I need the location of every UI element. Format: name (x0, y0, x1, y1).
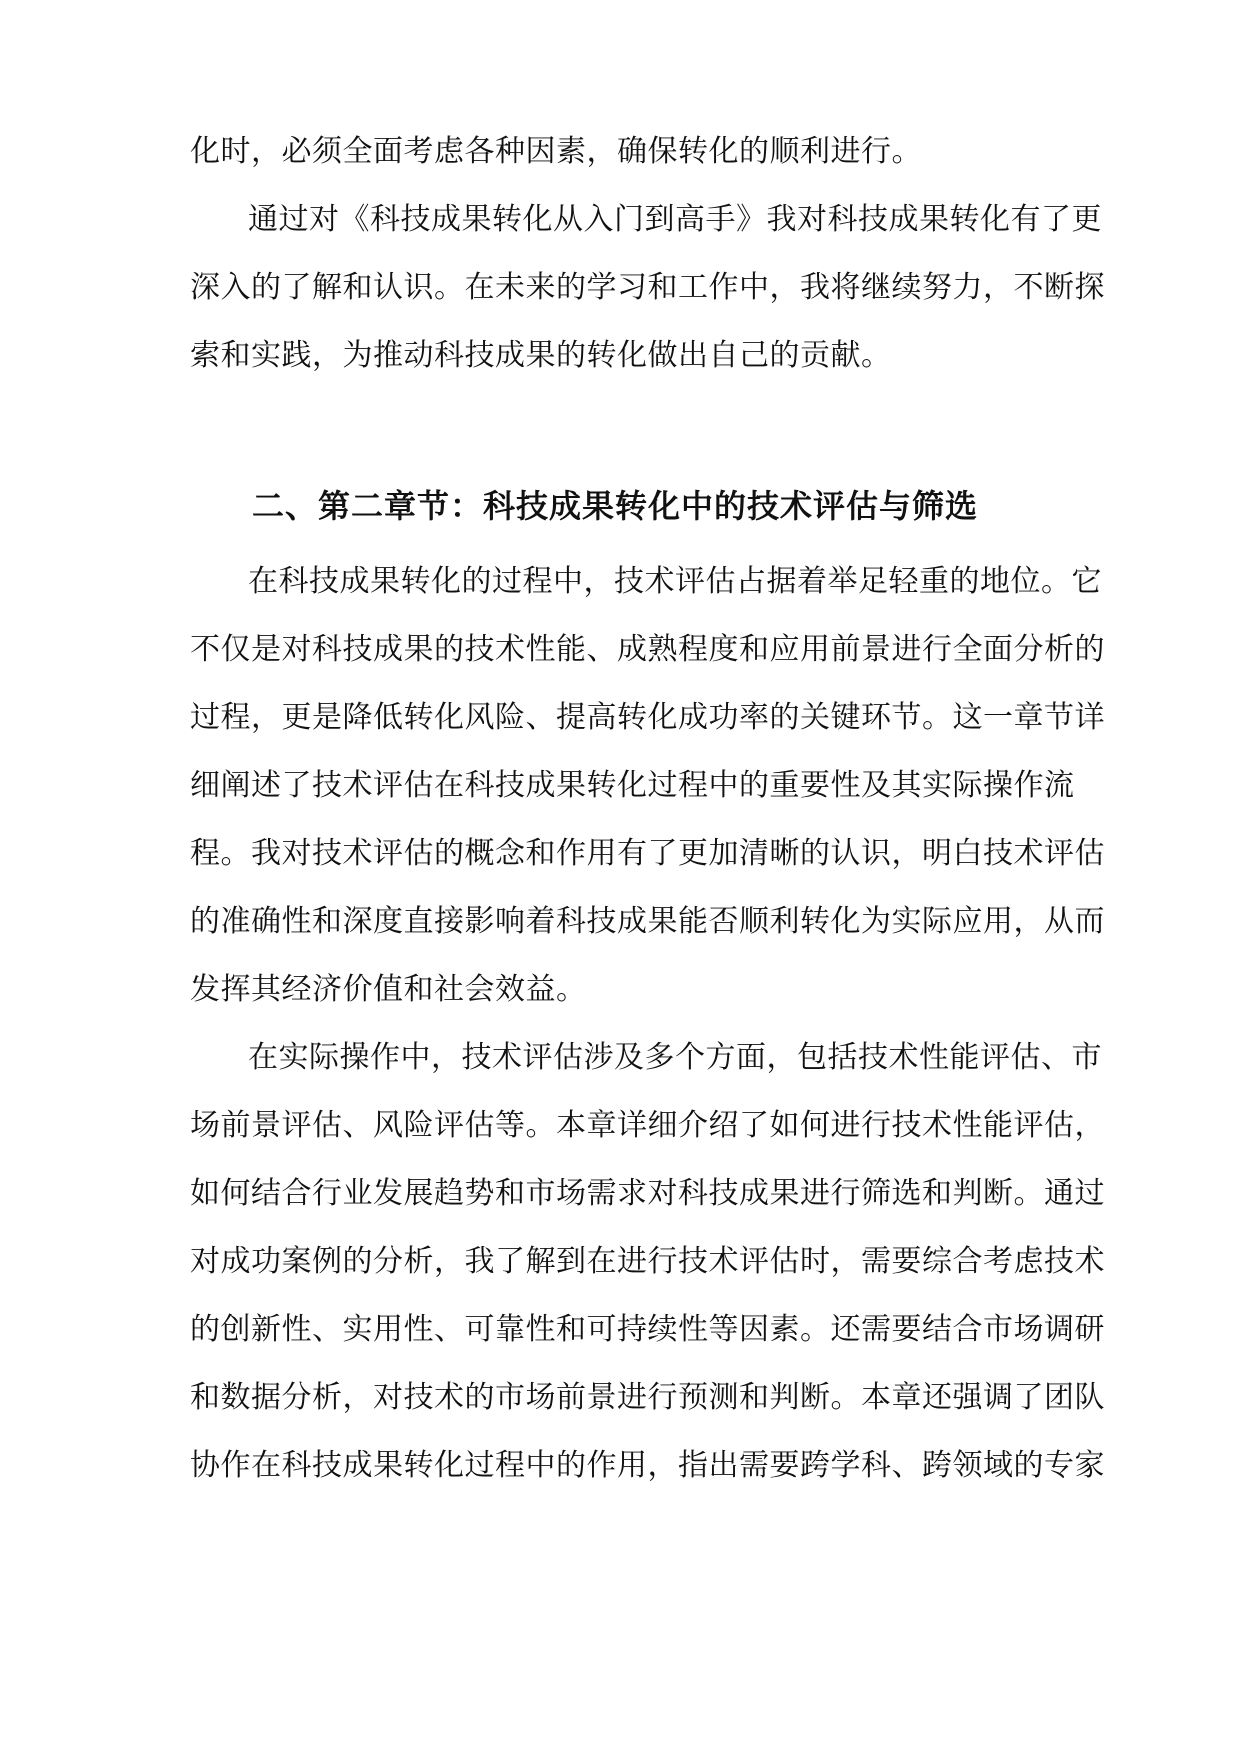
paragraph-line: 细阐述了技术评估在科技成果转化过程中的重要性及其实际操作流 (190, 768, 1075, 803)
paragraph-line: 过程，更是降低转化风险、提高转化成功率的关键环节。这一章节详 (190, 700, 1105, 735)
paragraph-line: 对成功案例的分析，我了解到在进行技术评估时，需要综合考虑技术 (190, 1244, 1105, 1279)
paragraph-line: 通过对《科技成果转化从入门到高手》我对科技成果转化有了更 (248, 202, 1102, 237)
paragraph-line: 如何结合行业发展趋势和市场需求对科技成果进行筛选和判断。通过 (190, 1176, 1105, 1211)
paragraph-line: 化时，必须全面考虑各种因素，确保转化的顺利进行。 (190, 134, 922, 169)
paragraph-line: 发挥其经济价值和社会效益。 (190, 972, 587, 1007)
paragraph-line: 的创新性、实用性、可靠性和可持续性等因素。还需要结合市场调研 (190, 1312, 1105, 1347)
paragraph-line: 的准确性和深度直接影响着科技成果能否顺利转化为实际应用，从而 (190, 904, 1105, 939)
paragraph-line: 在实际操作中，技术评估涉及多个方面，包括技术性能评估、市 (248, 1040, 1102, 1075)
paragraph-line: 程。我对技术评估的概念和作用有了更加清晰的认识，明白技术评估 (190, 836, 1105, 871)
paragraph-line: 深入的了解和认识。在未来的学习和工作中，我将继续努力，不断探 (190, 270, 1105, 305)
paragraph-line: 在科技成果转化的过程中，技术评估占据着举足轻重的地位。它 (248, 564, 1102, 599)
paragraph-line: 场前景评估、风险评估等。本章详细介绍了如何进行技术性能评估， (190, 1108, 1105, 1143)
paragraph-line: 不仅是对科技成果的技术性能、成熟程度和应用前景进行全面分析的 (190, 632, 1105, 667)
paragraph-line: 协作在科技成果转化过程中的作用，指出需要跨学科、跨领域的专家 (190, 1448, 1105, 1483)
paragraph-line: 和数据分析，对技术的市场前景进行预测和判断。本章还强调了团队 (190, 1380, 1105, 1415)
paragraph-line: 索和实践，为推动科技成果的转化做出自己的贡献。 (190, 338, 892, 373)
section-heading: 二、第二章节：科技成果转化中的技术评估与筛选 (252, 487, 979, 525)
